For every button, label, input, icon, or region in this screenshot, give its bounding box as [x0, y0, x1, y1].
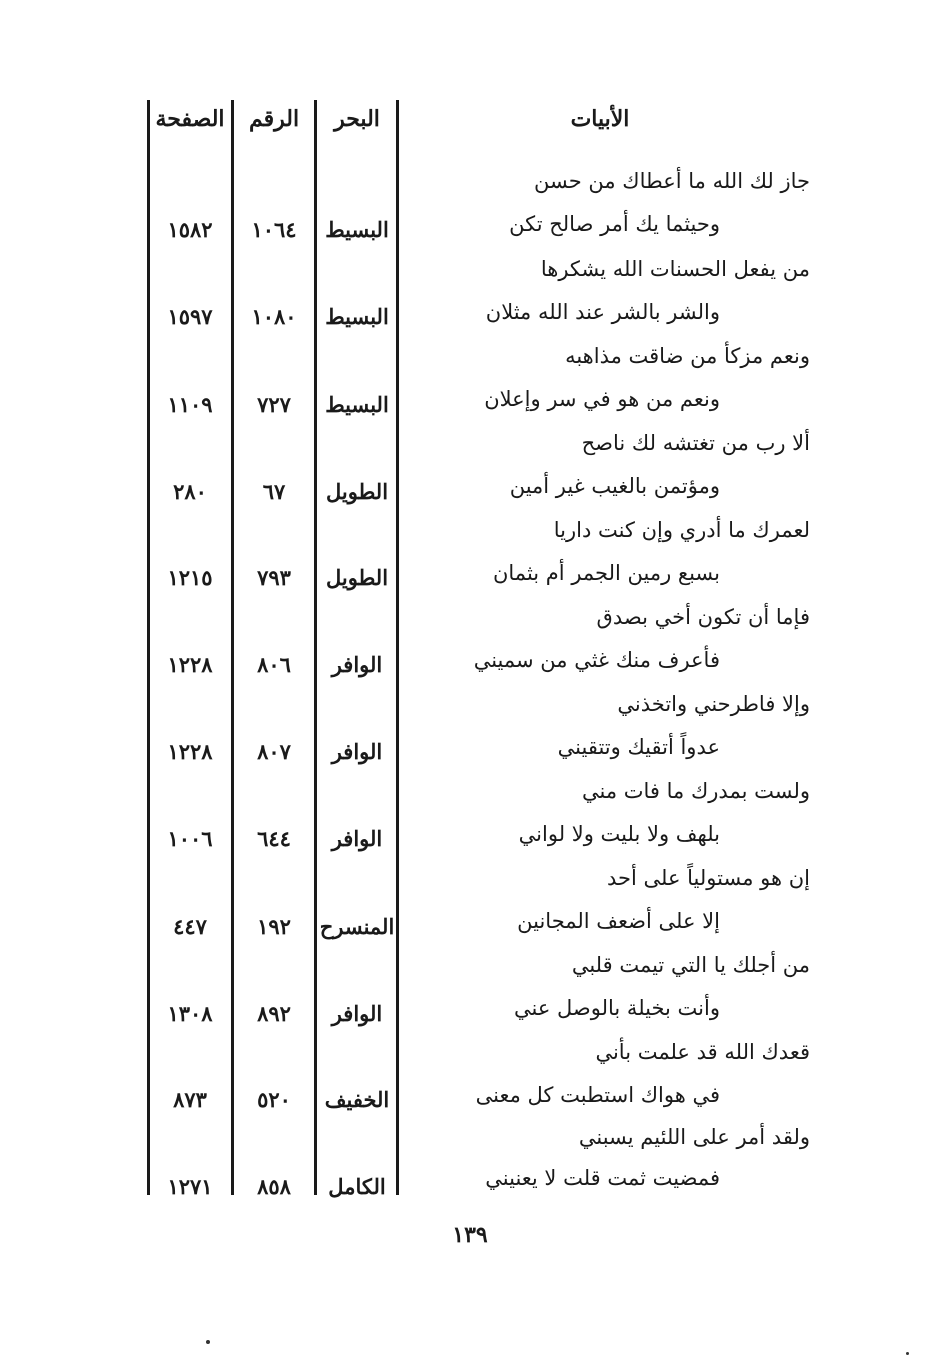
verse-meter: الوافر [331, 739, 383, 764]
verse-number: ٨٩٢ [257, 1001, 291, 1026]
verse-number: ٧٢٧ [257, 392, 291, 417]
verse-number: ٧٩٣ [257, 565, 291, 590]
verse-page: ١٥٨٢ [167, 217, 213, 242]
verse-first-hemistich: إن هو مستولياً على أحد [606, 866, 810, 890]
verse-meter: الخفيف [324, 1087, 390, 1112]
verse-number: ٦٧ [262, 479, 286, 504]
verse-second-hemistich: فأعرف منك غثي من سميني [473, 648, 720, 672]
verse-first-hemistich: من أجلك يا التي تيمت قلبي [571, 953, 810, 977]
scan-speck [906, 1352, 909, 1355]
verse-second-hemistich: ونعم من هو في سر وإعلان [484, 387, 720, 411]
verse-first-hemistich: وإلا فاطرحني واتخذني [617, 692, 810, 716]
verse-meter: الطويل [325, 479, 389, 504]
verse-second-hemistich: وحيثما يك أمر صالح تكن [509, 212, 720, 236]
verse-page: ١٢٧١ [167, 1174, 213, 1199]
column-rule-page-number [231, 100, 234, 1195]
verse-second-hemistich: والشر بالشر عند الله مثلان [485, 300, 720, 324]
verse-number: ٨٥٨ [257, 1174, 291, 1199]
verse-number: ١٠٨٠ [251, 304, 297, 329]
verse-first-hemistich: من يفعل الحسنات الله يشكرها [540, 257, 810, 281]
verse-page: ٢٨٠ [173, 479, 207, 504]
verse-page: ١٣٠٨ [167, 1001, 213, 1026]
header-meter: البحر [334, 106, 380, 132]
verse-meter: الكامل [328, 1174, 386, 1199]
verse-number: ٥٢٠ [257, 1087, 291, 1112]
verse-second-hemistich: وأنت بخيلة بالوصل عني [513, 996, 720, 1020]
verse-first-hemistich: جاز لك الله ما أعطاك من حسن [534, 169, 810, 193]
verse-meter: الوافر [331, 1001, 383, 1026]
verse-first-hemistich: ونعم مزكأ من ضاقت مذاهبه [565, 344, 810, 368]
header-page: الصفحة [155, 106, 225, 132]
verse-first-hemistich: ولقد أمر على اللئيم يسبني [578, 1125, 810, 1149]
verse-meter: البسيط [325, 217, 389, 242]
verse-meter: البسيط [325, 392, 389, 417]
verse-meter: الوافر [331, 652, 383, 677]
column-rule-left [147, 100, 150, 1195]
verse-second-hemistich: في هواك استطبت كل معنى [475, 1083, 720, 1107]
verse-second-hemistich: بسبع رمين الجمر أم بثمان [492, 561, 720, 585]
verse-second-hemistich: ومؤتمن بالغيب غير أمين [509, 474, 720, 498]
header-verses: الأبيات [570, 106, 630, 132]
verse-number: ١٠٦٤ [251, 217, 297, 242]
verse-number: ١٩٢ [257, 914, 291, 939]
verse-first-hemistich: لعمرك ما أدري وإن كنت داريا [553, 518, 810, 542]
verse-first-hemistich: ولست بمدرك ما فات مني [582, 779, 810, 803]
header-number: الرقم [248, 106, 300, 132]
verse-meter: الطويل [325, 565, 389, 590]
verse-page: ١٥٩٧ [167, 304, 213, 329]
verse-first-hemistich: ألا رب من تغتشه لك ناصح [581, 431, 810, 455]
verse-page: ٤٤٧ [173, 914, 207, 939]
verse-second-hemistich: بلهف ولا بليت ولا لواني [518, 822, 720, 846]
verse-page: ١٢٢٨ [167, 652, 213, 677]
verse-meter: الوافر [331, 826, 383, 851]
verse-meter: البسيط [325, 304, 389, 329]
verse-first-hemistich: قعدك الله قد علمت بأني [595, 1040, 810, 1064]
verse-second-hemistich: إلا على أضعف المجانين [517, 909, 720, 933]
verse-first-hemistich: فإما أن تكون أخي بصدق [596, 605, 810, 629]
verse-page: ١٢٢٨ [167, 739, 213, 764]
verse-second-hemistich: عدواً أتقيك وتتقيني [557, 735, 720, 759]
scan-speck [206, 1340, 210, 1344]
verse-meter: المنسرح [319, 914, 395, 939]
column-rule-number-bahr [314, 100, 317, 1195]
verse-number: ٦٤٤ [257, 826, 291, 851]
verse-page: ١١٠٩ [167, 392, 213, 417]
verse-second-hemistich: فمضيت ثمت قلت لا يعنيني [485, 1166, 720, 1190]
verse-number: ٨٠٦ [257, 652, 291, 677]
verse-page: ٨٧٣ [173, 1087, 207, 1112]
verse-page: ١٠٠٦ [167, 826, 213, 851]
verse-page: ١٢١٥ [167, 565, 213, 590]
page-number: ١٣٩ [452, 1222, 488, 1248]
verse-number: ٨٠٧ [257, 739, 291, 764]
